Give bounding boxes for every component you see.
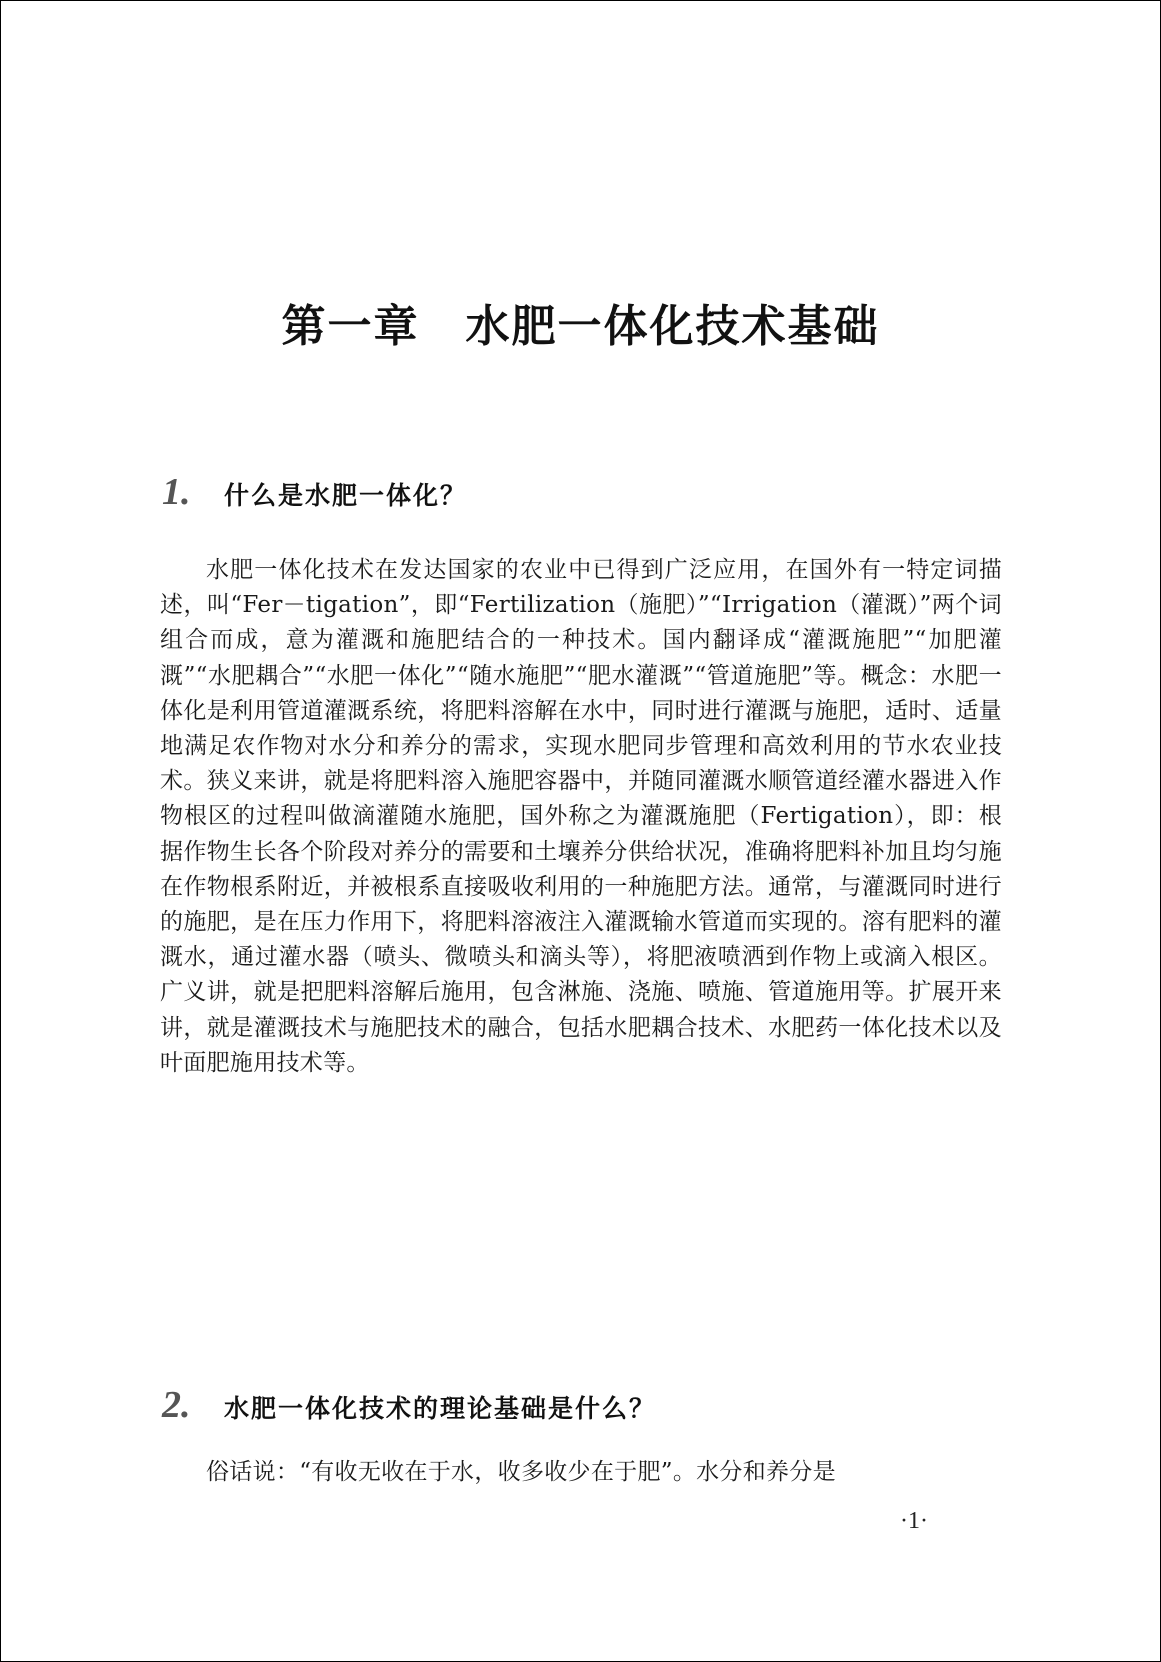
page-number: ·1· [900, 1508, 928, 1534]
section-paragraph: 俗话说：“有收无收在于水，收多收少在于肥”。水分和养分是 [206, 1459, 836, 1485]
section-heading-2 [162, 1383, 1002, 1427]
section-title: 水肥一体化技术的理论基础是什么？ [224, 1394, 657, 1423]
section-title: 什么是水肥一体化？ [224, 481, 468, 510]
section-paragraph: 水肥一体化技术在发达国家的农业中已得到广泛应用，在国外有一特定词描述，叫“Fer－tigation”，即“Fertilization（施肥）”“Irrigation（灌溉）”两个词组合而成，意为灌溉和施肥结合的一种技术。国内翻译成“灌溉施肥”“加肥灌溉”“水肥耦合”“水肥一体化”“随水施肥”“肥水灌溉”“管道施肥”等。概念：水肥一体化是利用管道灌溉系统，将肥料溶解在水中，同时进行灌溉与施肥，适时、适量地满足农作物对水分和养分的需求，实现水肥同步管理和高效利用的节水农业技术。狭义来讲，就是将肥料溶入施肥容器中，并随同灌溉水顺管道经灌水器进入作物根区的过程叫做滴灌随水施肥，国外称之为灌溉施肥（Fertigation），即：根据作物生长各个阶段对养分的需要和土壤养分供给状况，准确将肥料补加且均匀施在作物根系附近，并被根系直接吸收利用的一种施肥方法。通常，与灌溉同时进行的施肥，是在压力作用下，将肥料溶液注入灌溉输水管道而实现的。溶有肥料的灌溉水，通过灌水器（喷头、微喷头和滴头等），将肥液喷洒到作物上或滴入根区。广义讲，就是把肥料溶解后施用，包含淋施、浇施、喷施、管道施用等。扩展开来讲，就是灌溉技术与施肥技术的融合，包括水肥耦合技术、水肥药一体化技术以及叶面肥施用技术等。 [160, 557, 1002, 1076]
chapter-title: 第一章 水肥一体化技术基础 [281, 301, 880, 352]
section-number: 1. [162, 471, 191, 513]
section-heading-1 [162, 470, 1002, 514]
section-number: 2. [162, 1384, 191, 1426]
